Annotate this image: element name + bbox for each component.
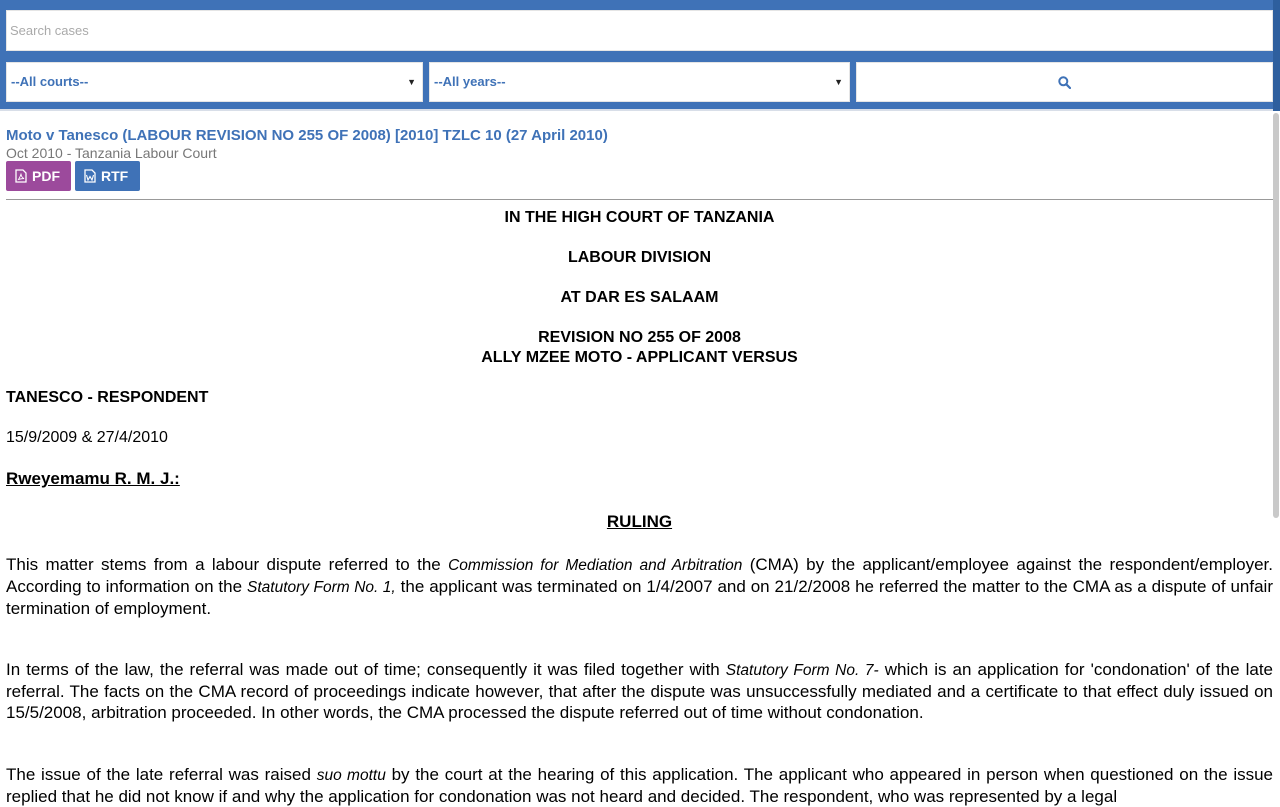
pdf-label: PDF [32, 168, 60, 184]
years-select[interactable] [429, 62, 850, 102]
chevron-down-icon: ▼ [407, 77, 416, 87]
divider [6, 199, 1273, 200]
p3-text-a: The issue of the late referral was raised [6, 765, 317, 784]
p1-text-c: (CMA) by the applicant/employee against the respondent/employer. According to information on the [6, 555, 1273, 596]
header-scrollbar-track [1273, 0, 1280, 111]
p2-text-c: which is an application for 'condonation' of the late referral. The facts on the CMA record of proceedings indicate however, that after the dispute was unsuccessfully mediated and a certificate to that effect duly issued on 15/5/2008, arbitration proceeded. In other words, the CMA processed the dispute referred out of time without condonation. [6, 660, 1274, 722]
download-rtf-button[interactable] [75, 161, 140, 191]
p1-italic-b: Commission for Mediation and Arbitration [448, 557, 743, 574]
paragraph-3 [6, 764, 1273, 807]
case-subtitle: Oct 2010 - Tanzania Labour Court [6, 145, 217, 161]
court-heading: IN THE HIGH COURT OF TANZANIA [504, 209, 775, 226]
search-button[interactable] [856, 62, 1273, 102]
judge-name-text: Rweyemamu R. M. J.: [6, 469, 180, 488]
p3-text-c: by the court at the hearing of this application. The applicant who appeared in person when questioned on the issue replied that he did not know if and why the application for condonation was not heard and decided. The respondent, who was represented by a legal [6, 765, 1274, 806]
chevron-down-icon: ▼ [834, 77, 843, 87]
search-icon [1058, 76, 1071, 89]
ruling-heading [6, 511, 1273, 533]
case-title-link[interactable]: Moto v Tanesco (LABOUR REVISION NO 255 OF 2008) [2010] TZLC 10 (27 April 2010) [6, 127, 608, 144]
search-input[interactable] [6, 10, 1273, 51]
p1-text-e: the applicant was terminated on 1/4/2007 and on 21/2/2008 he referred the matter to the CMA as a dispute of unfair termination of employment. [6, 577, 1273, 618]
page-scrollbar-thumb[interactable] [1273, 113, 1279, 518]
respondent-line: TANESCO - RESPONDENT [6, 389, 209, 406]
courts-select[interactable] [6, 62, 423, 102]
hearing-dates: 15/9/2009 & 27/4/2010 [6, 429, 168, 446]
paragraph-1 [6, 554, 1273, 619]
word-file-icon [84, 169, 96, 183]
p2-italic-b: Statutory Form No. 7- [725, 662, 879, 679]
p2-text-a: In terms of the law, the referral was made out of time; consequently it was filed together with [6, 660, 726, 679]
judge-name [6, 468, 1273, 490]
rtf-label: RTF [101, 168, 129, 184]
courts-select-value: --All courts-- [11, 74, 89, 89]
pdf-file-icon [15, 169, 27, 183]
division-heading: LABOUR DIVISION [567, 249, 712, 266]
ruling-heading-text: RULING [606, 512, 673, 531]
p1-text-a: This matter stems from a labour dispute referred to the [6, 555, 449, 574]
years-select-value: --All years-- [434, 74, 506, 89]
p1-italic-d: Statutory Form No. 1, [247, 579, 396, 596]
paragraph-2 [6, 659, 1273, 723]
download-pdf-button[interactable] [6, 161, 71, 191]
revision-heading: REVISION NO 255 OF 2008 [538, 329, 741, 346]
location-heading: AT DAR ES SALAAM [560, 289, 719, 306]
p3-italic-b: suo mottu [316, 767, 386, 784]
parties-heading: ALLY MZEE MOTO - APPLICANT VERSUS [481, 349, 798, 366]
